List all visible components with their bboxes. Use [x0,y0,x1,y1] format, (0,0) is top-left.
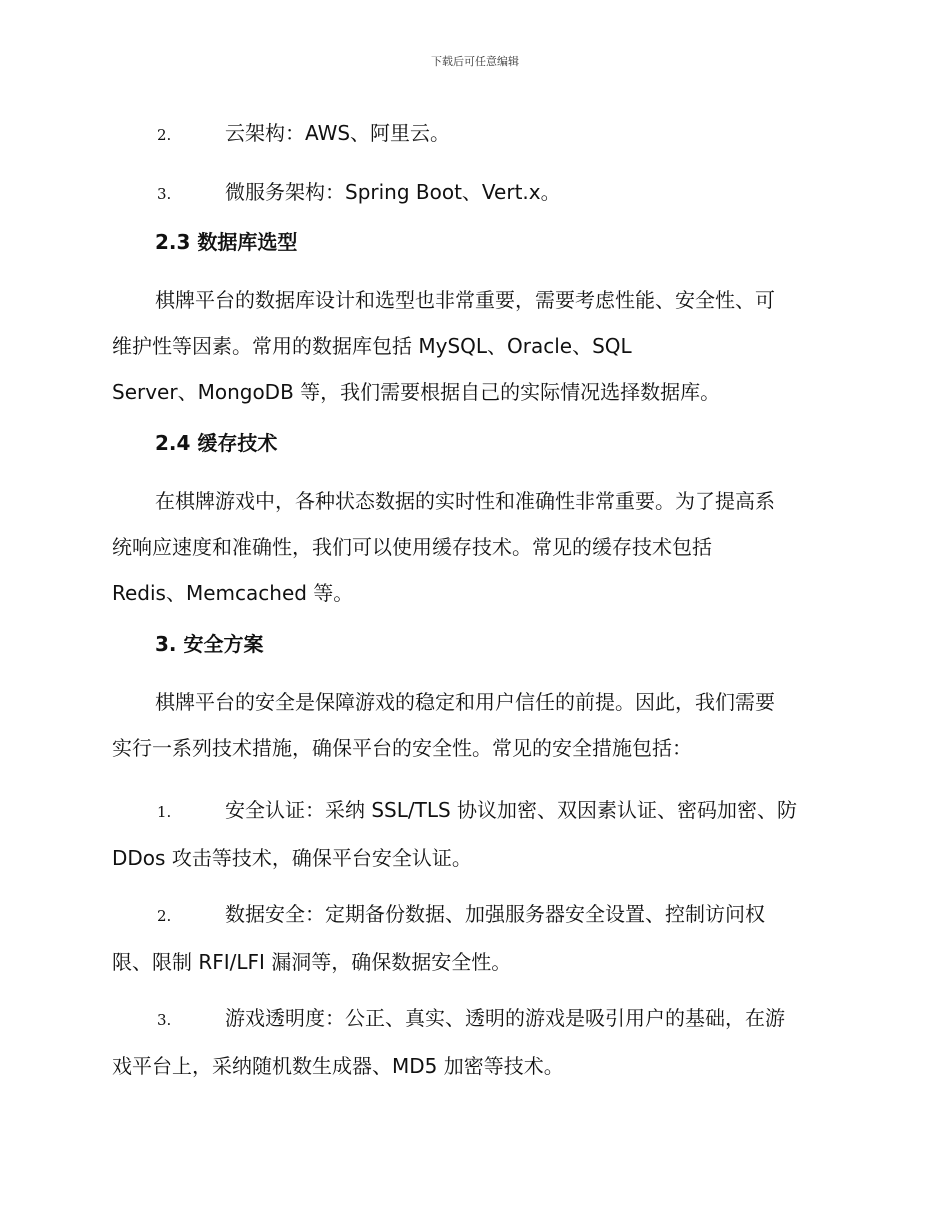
list-number: 2. [157,907,172,925]
paragraph-line: Redis、Memcached 等。 [112,581,354,605]
list-line [112,891,834,939]
paragraph-line: Server、MongoDB 等，我们需要根据自己的实际情况选择数据库。 [112,380,721,404]
list-item-cloud-architecture [112,110,834,158]
list-text: 游戏透明度：公正、真实、透明的游戏是吸引用户的基础，在游 [225,1006,785,1030]
list-text: 安全认证：采纳 SSL/TLS 协议加密、双因素认证、密码加密、防 [225,798,798,822]
document-body [112,110,834,1101]
list-number: 1. [157,803,172,821]
paragraph-line: 统响应速度和准确性，我们可以使用缓存技术。常见的缓存技术包括 [112,535,712,559]
list-text: 数据安全：定期备份数据、加强服务器安全设置、控制访问权 [225,902,765,926]
paragraph-line: 棋牌平台的数据库设计和选型也非常重要，需要考虑性能、安全性、可 [155,288,775,312]
list-text-continuation: 限、限制 RFI/LFI 漏洞等，确保数据安全性。 [112,950,512,974]
list-text-continuation: DDos 攻击等技术，确保平台安全认证。 [112,846,472,870]
list-number: 2. [157,126,172,144]
list-item-game-transparency [112,995,834,1089]
paragraph-line: 棋牌平台的安全是保障游戏的稳定和用户信任的前提。因此，我们需要 [155,690,775,714]
paragraph-line: 实行一系列技术措施，确保平台的安全性。常见的安全措施包括： [112,736,692,760]
paragraph-line: 在棋牌游戏中，各种状态数据的实时性和准确性非常重要。为了提高系 [155,489,775,513]
list-number: 3. [157,1011,172,1029]
list-line [112,995,834,1043]
list-item-microservice-architecture [112,169,834,217]
section-heading-cache: 2.4 缓存技术 [155,431,278,455]
page-header-note: 下载后可任意编辑 [431,55,519,68]
paragraph-cache [112,478,834,616]
list-item-data-security [112,891,834,985]
list-text: 云架构：AWS、阿里云。 [225,121,451,145]
list-line [112,787,834,835]
list-item-security-auth [112,787,834,881]
list-text-continuation: 戏平台上，采纳随机数生成器、MD5 加密等技术。 [112,1054,564,1078]
paragraph-security [112,679,834,771]
list-number: 3. [157,185,172,203]
section-heading-security: 3. 安全方案 [155,632,264,656]
list-text: 微服务架构：Spring Boot、Vert.x。 [225,180,561,204]
paragraph-database [112,277,834,415]
section-heading-database: 2.3 数据库选型 [155,230,298,254]
paragraph-line: 维护性等因素。常用的数据库包括 MySQL、Oracle、SQL [112,334,632,358]
